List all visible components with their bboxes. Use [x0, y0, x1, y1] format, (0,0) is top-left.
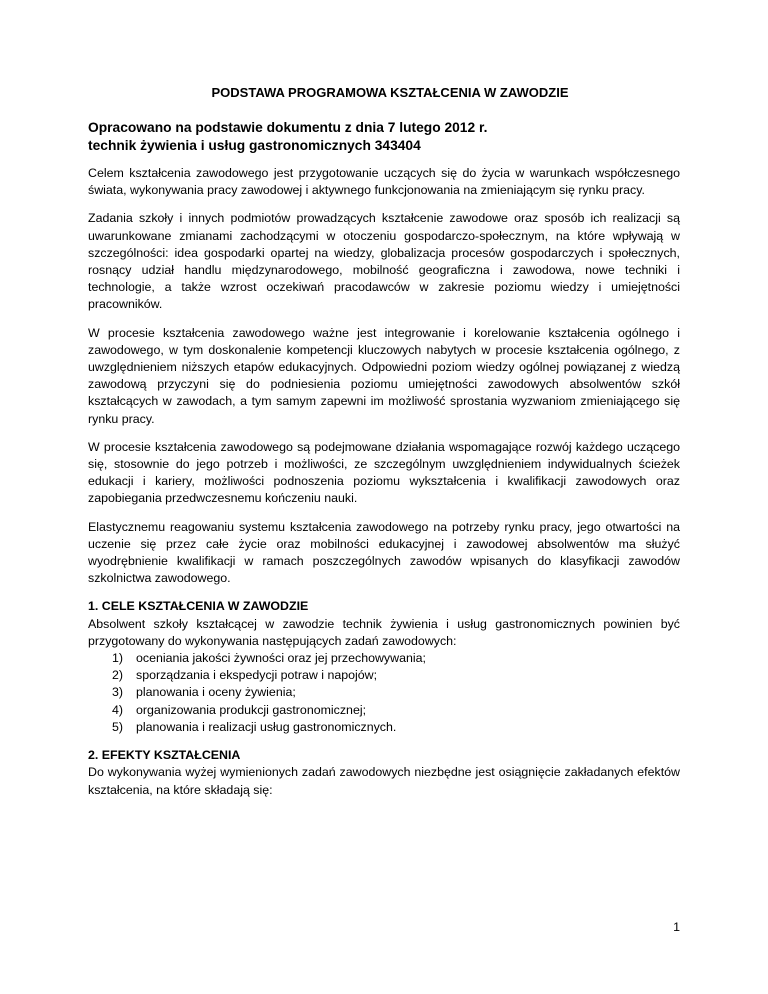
list-item-text: sporządzania i ekspedycji potraw i napojów; [136, 668, 378, 683]
list-item-text: organizowania produkcji gastronomicznej; [136, 702, 367, 717]
paragraph-goal: Celem kształcenia zawodowego jest przygotowanie uczących się do życia w warunkach współczesnego świata, wykonywania pracy zawodowej i aktywnego funkcjonowania na zmieniającym się rynku pracy. [88, 166, 680, 198]
list-item-text: oceniania jakości żywności oraz jej przechowywania; [136, 651, 426, 666]
list-item [112, 719, 680, 736]
paragraph-support: W procesie kształcenia zawodowego są podejmowane działania wspomagające rozwój każdego uczącego się, stosownie do jego potrzeb i możliwości, ze szczególnym uwzględnieniem indywidualnych ścieżek edukacji i kariery, możliwości podnoszenia poziomu wykształcenia i kwalifikacji zawodowych oraz zapobiegania przedwczesnemu kończeniu nauki. [88, 439, 680, 506]
paragraph-flexibility: Elastycznemu reagowaniu systemu kształcenia zawodowego na potrzeby rynku pracy, jego otwartości na uczenie się przez całe życie oraz mobilności edukacyjnej i zawodowej absolwentów ma służyć wyodrębnienie kwalifikacji w ramach poszczególnych zawodów wpisanych do klasyfikacji zawodów szkolnictwa zawodowego. [88, 519, 680, 586]
list-item-number: 3) [112, 685, 124, 700]
list-item-text: planowania i realizacji usług gastronomicznych. [136, 719, 397, 734]
section-outcomes-heading: 2. EFEKTY KSZTAŁCENIA [88, 748, 241, 763]
profession-line: technik żywienia i usług gastronomicznych 343404 [88, 138, 421, 153]
list-item [112, 667, 680, 684]
document-title: PODSTAWA PROGRAMOWA KSZTAŁCENIA W ZAWODZIE [211, 85, 569, 100]
list-item [112, 702, 680, 719]
list-item-number: 4) [112, 702, 124, 717]
list-item [112, 650, 680, 667]
list-item-number: 2) [112, 668, 124, 683]
list-item-number: 1) [112, 651, 124, 666]
section-outcomes-intro: Do wykonywania wyżej wymienionych zadań zawodowych niezbędne jest osiągnięcie zakładanych efektów kształcenia, na które składają się: [88, 765, 680, 797]
document-subtitle [88, 119, 680, 155]
section-goals-intro: Absolwent szkoły kształcącej w zawodzie technik żywienia i usług gastronomicznych powinien być przygotowany do wykonywania następujących zadań zawodowych: [88, 616, 680, 648]
list-item-text: planowania i oceny żywienia; [136, 685, 296, 700]
section-goals-heading: 1. CELE KSZTAŁCENIA W ZAWODZIE [88, 599, 309, 614]
source-document-line: Opracowano na podstawie dokumentu z dnia 7 lutego 2012 r. [88, 120, 488, 135]
page-number: 1 [673, 920, 680, 934]
section-goals [88, 598, 680, 736]
list-item [112, 684, 680, 701]
paragraph-tasks: Zadania szkoły i innych podmiotów prowadzących kształcenie zawodowe oraz sposób ich realizacji są uwarunkowane zmianami zachodzącymi w otoczeniu gospodarczo-społecznym, na które wpływają w szczególności: idea gospodarki opartej na wiedzy, globalizacja procesów gospodarczych i społecznych, rosnący udział handlu międzynarodowego, mobilność geograficzna i zawodowa, nowe techniki i technologie, a także wzrost oczekiwań pracodawców w zakresie poziomu wiedzy i umiejętności pracowników. [88, 211, 680, 312]
paragraph-integration: W procesie kształcenia zawodowego ważne jest integrowanie i korelowanie kształcenia ogólnego i zawodowego, w tym doskonalenie kompetencji kluczowych nabytych w procesie kształcenia ogólnego, z uwzględnieniem niższych etapów edukacyjnych. Odpowiedni poziom wiedzy ogólnej powiązanej z wiedzą zawodową przyczyni się do podniesienia poziomu umiejętności zawodowych absolwentów szkół kształcących w zawodach, a tym samym zapewni im możliwość sprostania wyzwaniom zmieniającego się rynku pracy. [88, 325, 680, 426]
task-list [88, 650, 680, 736]
list-item-number: 5) [112, 719, 124, 734]
section-outcomes [88, 747, 680, 799]
